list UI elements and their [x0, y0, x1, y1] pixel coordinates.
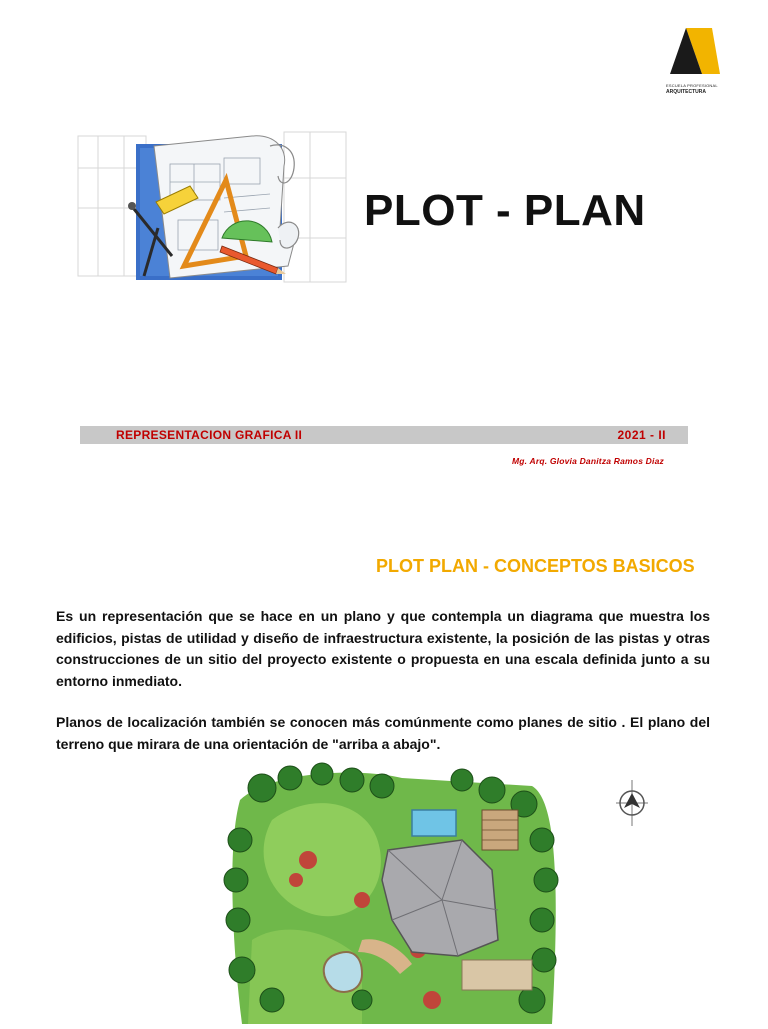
course-name: REPRESENTACION GRAFICA II	[116, 428, 303, 442]
site-plan-illustration	[212, 760, 564, 1024]
drafting-tools-illustration	[74, 128, 350, 288]
logo-school-name: ARQUITECTURA	[666, 89, 706, 95]
north-arrow-icon	[614, 780, 650, 826]
paragraph-localization: Planos de localización también se conocen más comúnmente como planes de sitio . El plano del terreno que mirara de una orientación de "arriba a abajo".	[56, 714, 710, 752]
author-name: Mg. Arq. Glovia Danitza Ramos Diaz	[512, 456, 664, 466]
page-title: PLOT - PLAN	[364, 186, 646, 235]
logo-school-label: ESCUELA PROFESIONAL	[666, 83, 718, 88]
course-term: 2021 - II	[617, 428, 666, 442]
school-logo	[664, 22, 728, 102]
section-heading: PLOT PLAN - CONCEPTOS BASICOS	[376, 556, 695, 576]
paragraph-definition: Es un representación que se hace en un plano y que contempla un diagrama que muestra los edificios, pistas de utilidad y diseño de infraestructura existente, la posición de las pistas y otras construcciones de un sitio del proyecto existente o propuesta en una escala definida junto a su entorno inmediato.	[56, 608, 710, 689]
course-bar	[80, 426, 688, 444]
logo-mark-icon	[664, 22, 728, 82]
